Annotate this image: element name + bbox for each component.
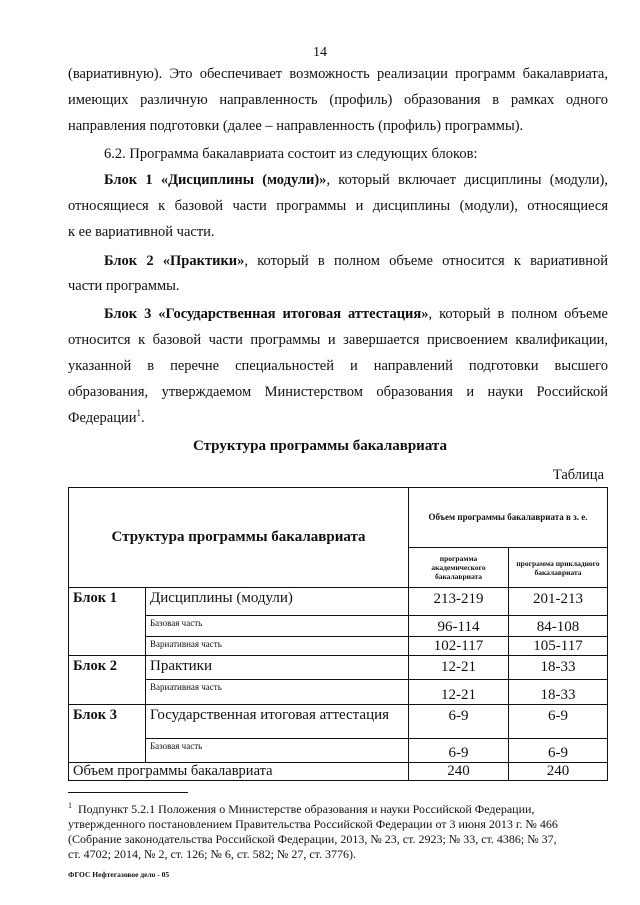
table-row	[69, 588, 608, 616]
intro-line-1: (вариативную). Это обеспечивает возможность реализации программ бакалавриата,	[68, 66, 608, 82]
table-row	[69, 616, 608, 637]
block1-rest: , который включает дисциплины (модули),	[326, 172, 608, 188]
block3-line-4: образования, утверждаемом Министерством образования и науки Российской	[68, 384, 608, 400]
block1-title: Блок 1 «Дисциплины (модули)»	[104, 172, 327, 188]
row-applied: 84-108	[509, 616, 608, 637]
row-academic: 213-219	[409, 588, 509, 616]
row-applied: 6-9	[509, 739, 608, 763]
intro-line-2: имеющих различную направленность (профиль) образования в рамках одного	[68, 92, 608, 108]
row-name: Вариативная часть	[146, 637, 409, 656]
table-row	[69, 656, 608, 680]
row-academic: 102-117	[409, 637, 509, 656]
block1-line-1	[104, 172, 608, 189]
row-applied: 105-117	[509, 637, 608, 656]
table-row	[69, 705, 608, 739]
header-academic: программа академического бакалавриата	[409, 548, 509, 588]
row-academic: 96-114	[409, 616, 509, 637]
footnote-divider	[68, 792, 188, 793]
footnote-ref: 1	[136, 408, 141, 418]
row-name: Базовая часть	[146, 616, 409, 637]
block3-rest: , который в полном объеме	[428, 306, 608, 322]
block3-line-1	[104, 306, 608, 323]
total-applied: 240	[509, 763, 608, 781]
page-number: 14	[313, 45, 327, 60]
block-cell: Блок 2	[69, 656, 146, 705]
header-applied: программа прикладного бакалавриата	[509, 548, 608, 588]
block2-line-1	[104, 253, 608, 270]
block3-line-3: указанной в перечне специальностей и направлений подготовки высшего	[68, 358, 608, 374]
footnote-marker: 1	[68, 801, 72, 810]
row-academic: 6-9	[409, 705, 509, 739]
row-applied: 6-9	[509, 705, 608, 739]
row-name: Дисциплины (модули)	[146, 588, 409, 616]
row-applied: 18-33	[509, 680, 608, 705]
footnote-text-1: Подпункт 5.2.1 Положения о Министерстве образования и науки Российской Федерации,	[78, 802, 535, 816]
header-volume: Объем программы бакалавриата в з. е.	[409, 488, 608, 548]
table-row	[69, 637, 608, 656]
row-name: Практики	[146, 656, 409, 680]
block1-line-3: к ее вариативной части.	[68, 224, 215, 240]
footnote-line-4: ст. 4702; 2014, № 2, ст. 126; № 6, ст. 582; № 27, ст. 3776).	[68, 847, 357, 861]
row-academic: 12-21	[409, 680, 509, 705]
structure-table	[68, 487, 608, 781]
footnote	[68, 798, 608, 862]
row-name: Государственная итоговая аттестация	[146, 705, 409, 739]
row-name: Вариативная часть	[146, 680, 409, 705]
row-name: Базовая часть	[146, 739, 409, 763]
footnote-line-3: (Собрание законодательства Российской Федерации, 2013, № 23, ст. 2923; № 33, ст. 4386; № 37,	[68, 832, 557, 846]
block3-line-5	[68, 408, 608, 427]
table-row-total	[69, 763, 608, 781]
block2-rest: , который в полном объеме относится к вариативной	[244, 253, 608, 269]
table-row	[69, 739, 608, 763]
section-6-2: 6.2. Программа бакалавриата состоит из следующих блоков:	[104, 146, 478, 162]
table-title: Структура программы бакалавриата	[193, 438, 447, 454]
block1-line-2: относящиеся к базовой части программы и дисциплины (модули), относящиеся	[68, 198, 608, 214]
total-label: Объем программы бакалавриата	[69, 763, 409, 781]
header-structure: Структура программы бакалавриата	[69, 488, 409, 588]
block-cell: Блок 3	[69, 705, 146, 763]
table-row	[69, 680, 608, 705]
block2-title: Блок 2 «Практики»	[104, 253, 245, 269]
block3-line-5-end: .	[140, 409, 145, 426]
row-applied: 201-213	[509, 588, 608, 616]
block3-line-2: относится к базовой части программы и завершается присвоением квалификации,	[68, 332, 608, 348]
row-applied: 18-33	[509, 656, 608, 680]
footnote-line-1	[68, 798, 608, 817]
row-academic: 6-9	[409, 739, 509, 763]
block-cell: Блок 1	[69, 588, 146, 656]
intro-line-3: направления подготовки (далее – направленность (профиль) программы).	[68, 118, 524, 134]
footnote-line-2: утвержденного постановлением Правительства Российской Федерации от 3 июня 2013 г. № 466	[68, 817, 558, 831]
total-academic: 240	[409, 763, 509, 781]
table-label: Таблица	[552, 467, 604, 483]
block2-line-2: части программы.	[68, 278, 180, 294]
block3-title: Блок 3 «Государственная итоговая аттестация»	[104, 306, 429, 322]
block3-line-5-text: Федерации	[68, 409, 137, 426]
page-footer: ФГОС Нефтегазовое дело - 05	[68, 870, 170, 879]
row-academic: 12-21	[409, 656, 509, 680]
